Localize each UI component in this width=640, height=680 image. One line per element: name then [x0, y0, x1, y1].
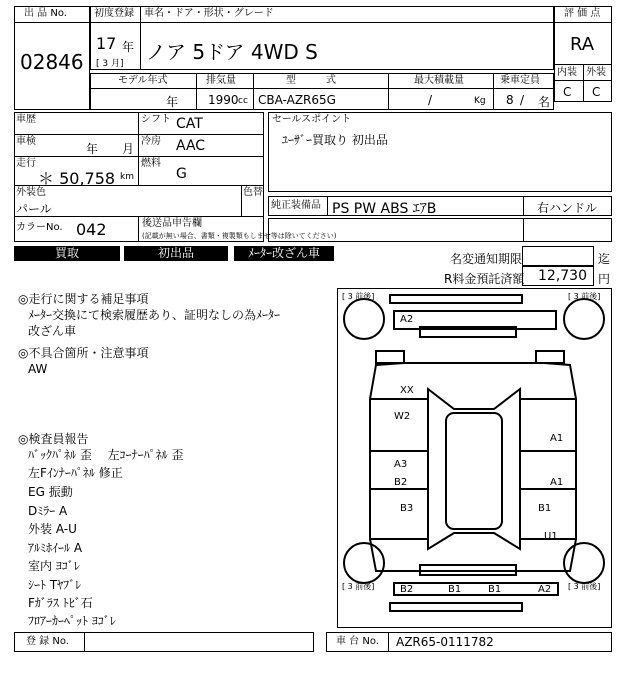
damage-left-quarter: B3 — [400, 503, 414, 514]
model-year-unit: 年 — [166, 95, 179, 109]
capacity-sep: / — [520, 93, 525, 107]
damage-left-front-fender: W2 — [394, 411, 411, 422]
running-note-line: 改ざん車 — [28, 324, 77, 338]
inspector-line: Dﾐﾗｰ A — [28, 504, 68, 518]
inspection-label: 車検 — [16, 136, 36, 147]
docs-note: (記載が無い場合、書類・複製類もしませ等は除いてください) — [142, 232, 337, 240]
max-load-sep: / — [428, 93, 433, 107]
exterior-color-label: 外装色 — [16, 187, 46, 198]
inspector-title: ◎検査員報告 — [18, 432, 89, 446]
inspector-line: EG 振動 — [28, 485, 73, 499]
interior-grade: C — [563, 85, 572, 99]
first-registration-month: [ 3 月] — [96, 59, 124, 69]
damage-rear-bumper-center-2: B1 — [488, 584, 502, 595]
damage-hood: XX — [400, 385, 414, 396]
equipment-extra-box — [268, 218, 612, 242]
tag-first-listing: 初出品 — [124, 246, 228, 261]
damage-right-rear: B1 — [538, 503, 552, 514]
damage-front-bumper: A2 — [400, 314, 414, 325]
exterior-grade-label: 外装 — [586, 67, 606, 78]
inspector-line: 室内 ﾖｺﾞﾚ — [28, 559, 80, 573]
inspector-line: 左Fｲﾝﾅｰﾊﾟﾈﾙ 修正 — [28, 466, 123, 480]
ac-label: 冷房 — [141, 136, 161, 147]
history-label: 車歴 — [16, 114, 36, 125]
name-change-box — [522, 246, 594, 266]
first-registration-label: 初度登録 — [94, 8, 134, 19]
tag-meter-tampered: ﾒｰﾀｰ改ざん車 — [234, 246, 334, 261]
first-registration-year: 17 — [96, 34, 117, 53]
car-outline-diagram — [338, 289, 611, 627]
displacement-value: 1990 — [208, 93, 239, 107]
damage-rear-bumper-left: B2 — [400, 584, 414, 595]
inspection-month-unit: 月 — [122, 142, 135, 156]
lot-number: 02846 — [20, 50, 84, 74]
damage-left-rear-door: A3 — [394, 459, 408, 470]
color-no-label: カラーNo. — [16, 222, 63, 233]
capacity-unit: 名 — [538, 95, 551, 109]
exterior-grade: C — [592, 85, 601, 99]
car-name: ノア 5ドア 4WD S — [146, 40, 318, 64]
shift-label: シフト — [141, 114, 171, 125]
inspector-line: Fｶﾞﾗｽ ﾄﾋﾞ石 — [28, 596, 93, 610]
ac-value: AAC — [176, 138, 206, 154]
displacement-label: 排気量 — [206, 75, 236, 86]
damage-rear-bumper-center: B1 — [448, 584, 462, 595]
inspector-line: ﾌﾛｱｰｶｰﾍﾟｯﾄ ﾖｺﾞﾚ — [28, 614, 116, 628]
rating-value: RA — [570, 34, 595, 55]
inspector-line: ｱﾙﾐﾎｲｰﾙ A — [28, 541, 83, 555]
name-change-label: 名変通知期限 — [450, 252, 523, 266]
damage-diagram — [337, 288, 612, 628]
inspector-line: 外装 A-U — [28, 522, 77, 536]
car-title-label: 車名・ドア・形状・グレード — [144, 8, 274, 19]
fuel-label: 燃料 — [141, 158, 161, 169]
name-change-unit: 迄 — [598, 252, 611, 266]
exterior-color-value: パール — [16, 202, 52, 216]
diagram-tag-top-right: [ 3 前後] — [568, 292, 601, 301]
model-code-label: 型 式 — [286, 75, 336, 86]
capacity-label: 乗車定員 — [500, 75, 540, 86]
max-load-label: 最大積載量 — [414, 75, 464, 86]
model-code: CBA-AZR65G — [258, 93, 336, 107]
equipment-label: 純正装備品 — [271, 200, 321, 211]
running-notes-title: ◎走行に関する補足事項 — [18, 292, 149, 306]
recycle-label: R料金預託済額 — [444, 272, 525, 286]
mileage-label: 走行 — [16, 158, 36, 169]
steering-value: 右ハンドル — [537, 201, 598, 215]
diagram-tag-bottom-left: [ 3 前後] — [342, 582, 375, 591]
tag-buyback: 買取 — [14, 246, 120, 261]
sales-point-value: ﾕｰｻﾞｰ買取り 初出品 — [282, 133, 388, 147]
defect-line: AW — [28, 362, 48, 376]
defects-title: ◎不具合箇所・注意事項 — [18, 346, 149, 360]
repaint-label: 色替 — [243, 187, 263, 198]
color-no-value: 042 — [76, 220, 107, 239]
diagram-tag-bottom-right: [ 3 前後] — [568, 582, 601, 591]
damage-left-rear-door-2: B2 — [394, 477, 408, 488]
running-note-line: ﾒｰﾀｰ交換にて検索履歴あり、証明なしの為ﾒｰﾀｰ — [28, 308, 281, 322]
sales-point-label: セールスポイント — [272, 114, 352, 125]
damage-rear-bumper-right: A2 — [538, 584, 552, 595]
displacement-unit: cc — [238, 96, 248, 106]
inspection-year-unit: 年 — [86, 142, 99, 156]
recycle-amount: 12,730 — [538, 268, 587, 284]
inspector-line: ｼｰﾄ Tﾔﾌﾞﾚ — [28, 578, 82, 592]
registration-label: 登 録 No. — [26, 636, 69, 647]
mileage-value: ＊ 50,758 — [38, 169, 116, 188]
fuel-value: G — [176, 166, 187, 182]
shift-value: CAT — [176, 116, 203, 132]
year-unit: 年 — [122, 40, 135, 54]
damage-right-front-door: A1 — [550, 477, 564, 488]
model-year-label: モデル年式 — [118, 75, 168, 86]
interior-grade-label: 内装 — [557, 67, 577, 78]
mileage-unit: km — [120, 172, 134, 182]
chassis-number: AZR65-0111782 — [396, 635, 494, 649]
rating-label: 評 価 点 — [564, 8, 601, 19]
max-load-unit: Kg — [474, 96, 486, 106]
damage-right-rear-2: U1 — [544, 531, 558, 542]
lot-number-label: 出 品 No. — [24, 8, 67, 19]
capacity-value: 8 — [506, 93, 514, 107]
inspector-line: ﾊﾞｯｸﾊﾟﾈﾙ 歪 左ｺｰﾅｰﾊﾟﾈﾙ 歪 — [28, 448, 184, 462]
damage-right-front-fender: A1 — [550, 433, 564, 444]
recycle-unit: 円 — [598, 272, 611, 286]
equipment-value: PS PW ABS ｴｱB — [332, 201, 437, 217]
docs-label: 後送品申告欄 — [142, 218, 202, 229]
chassis-label: 車 台 No. — [336, 636, 379, 647]
diagram-tag-top-left: [ 3 前後] — [342, 292, 375, 301]
